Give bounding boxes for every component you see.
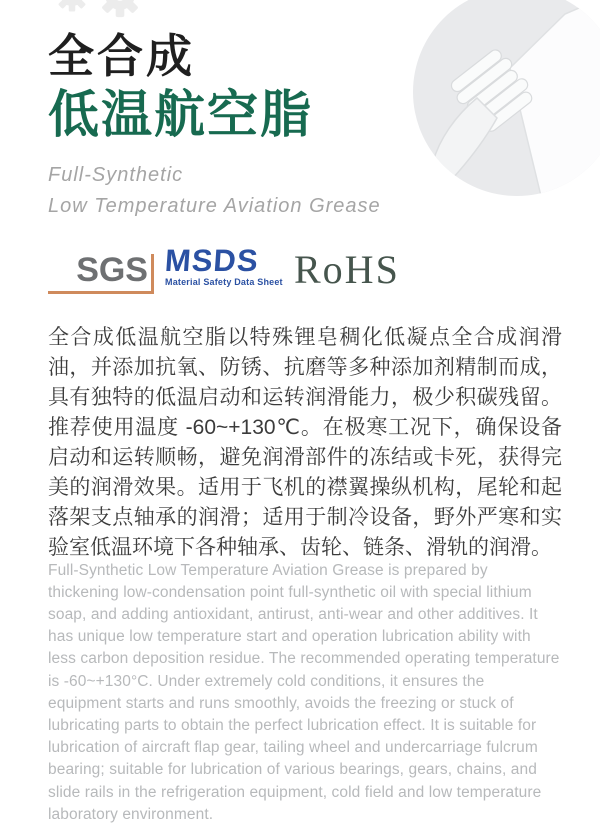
- sgs-logo: [48, 248, 154, 294]
- subtitle-line-2: Low Temperature Aviation Grease: [48, 195, 381, 217]
- msds-logo-subtext: Material Safety Data Sheet: [165, 277, 283, 287]
- page-title-cn-line2: 低温航空脂: [48, 86, 314, 143]
- msds-logo-text: MSDS: [163, 243, 260, 278]
- rohs-logo: RoHS: [294, 247, 400, 292]
- sgs-sideline: [151, 254, 154, 294]
- gear-icon: [54, 0, 90, 13]
- msds-logo: [163, 243, 290, 287]
- gear-icon: [96, 0, 144, 19]
- description-english: Full-Synthetic Low Temperature Aviation Grease is prepared by thickening low-condensation point full-synthetic oil with special lithium soap, and adding antioxidant, antirust, anti-wear and other additives. It has unique low temperature start and operation lubrication ability with less carbon deposition residue. The recommended operating temperature is -60~+130°C. Under extremely cold conditions, it ensures the equipment starts and runs smoothly, avoids the freezing or stuck of lubricating parts to obtain the perfect lubrication effect. It is suitable for lubrication of aircraft flap gear, tailing wheel and undercarriage fulcrum bearing; suitable for lubrication of various bearings, gears, chains, and slide rails in the refrigeration equipment, cold field and low temperature laboratory environment.: [48, 561, 560, 823]
- subtitle-line-1: Full-Synthetic: [48, 164, 184, 186]
- page-title-cn-line1: 全合成: [48, 30, 195, 82]
- sgs-underline: [48, 291, 154, 294]
- page-subtitle-en: [48, 160, 381, 222]
- description-chinese: 全合成低温航空脂以特殊锂皂稠化低凝点全合成润滑油，并添加抗氧、防锈、抗磨等多种添加剂精制而成，具有独特的低温启动和运转润滑能力，极少积碳残留。推荐使用温度 -60~+130℃。在极寒工况下，确保设备启动和运转顺畅，避免润滑部件的冻结或卡死，获得完美的润滑效果。适用于飞机的襟翼操纵机构，尾轮和起落架支点轴承的润滑；适用于制冷设备，野外严寒和实验室低温环境下各种轴承、齿轮、链条、滑轨的润滑。: [48, 326, 562, 559]
- grease-tube-image: [413, 0, 600, 196]
- sgs-logo-text: SGS: [76, 251, 148, 289]
- certification-logos: [48, 243, 400, 296]
